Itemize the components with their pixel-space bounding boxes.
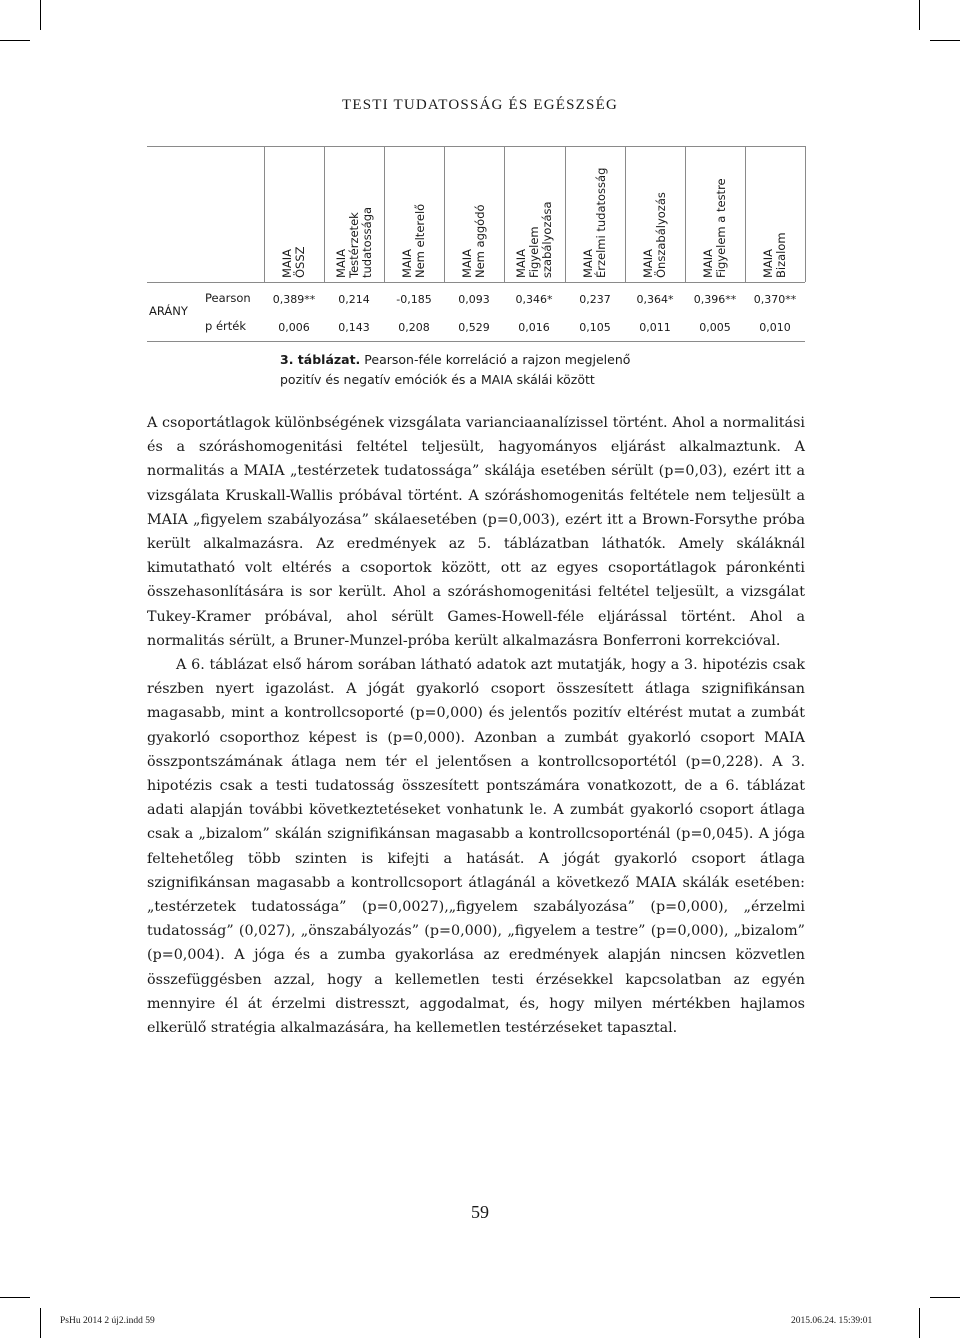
column-header-line: Érzelmi tudatosság [594, 167, 608, 278]
slug-date: 2015.06.24. 15:39:01 [791, 1316, 873, 1326]
table-caption [280, 350, 630, 390]
column-header-line: Önszabályozás [654, 192, 668, 278]
column-header-line: Figyelem a testre [714, 178, 728, 278]
column-header-line: MAIA [513, 248, 528, 278]
running-head: TESTI TUDATOSSÁG ÉS EGÉSZSÉG [342, 97, 618, 113]
row-group-label: ARÁNY [149, 304, 188, 318]
table-cell: 0,006 [278, 321, 310, 334]
column-header-line: ÖSSZ [293, 246, 307, 278]
column-header-line: MAIA [400, 248, 414, 278]
caption-label: 3. táblázat. [280, 352, 361, 367]
table-cell: 0,237 [579, 293, 611, 306]
crop-mark [930, 1297, 960, 1298]
column-header [444, 150, 504, 282]
column-header [565, 150, 625, 282]
table-cell: 0,370** [753, 293, 797, 306]
column-header [685, 150, 745, 282]
row-label-pearson: Pearson [205, 291, 251, 305]
table-cell: 0,005 [699, 321, 731, 334]
crop-mark [930, 40, 960, 41]
column-header [324, 150, 384, 282]
page-number: 59 [471, 1202, 489, 1222]
crop-mark [919, 1308, 920, 1338]
crop-mark [40, 1308, 41, 1338]
crop-mark [0, 40, 30, 41]
column-header-line: tudatossága [359, 206, 374, 278]
caption-line-1: Pearson-féle korreláció a rajzon megjelenő [360, 352, 631, 367]
column-header [504, 150, 564, 282]
column-divider [805, 146, 806, 282]
column-header-line: MAIA [460, 248, 474, 278]
paragraph-2: A 6. táblázat első három sorában látható adatok azt mutatják, hogy a 3. hipotézis csak részben nyert igazolást. A jógát gyakorló csoport összesített átlaga szignifikánsan magasabb, mint a kontrollcsoporté (p=0,000) és jelentős pozitív eltérést mutat a zumbát gyakorló csoporthoz képest is (p=0,000). Azonban a zumbát gyakorló csoport MAIA összpontszámának átlaga nem tér el jelentősen a kontrollcsoportétól (p=0,228). A 3. hipotézis csak a testi tudatosság összesített pontszámára vonatkozott, de a 6. táblázat adati alapján további következtetéseket vonhatunk le. A zumbát gyakorló csoport átlaga csak a „bizalom” skálán szignifikánsan magasabb a kontrollcsoporténál (p=0,045). A jóga feltehetőleg több szinten is kifejti a hatását. A jógát gyakorló csoport átlaga szignifikánsan magasabb a kontrollcsoport átlagánál a következő MAIA skálák esetében:„testérzetek tudatossága” (p=0,0027),„figyelem szabályozása” (p=0,000), „érzelmi tudatosság” (0,027), „önszabályozás” (p=0,000), „figyelem a testre” (p=0,000), „bizalom” (p=0,004). A jóga és a zumba gyakorlása az eredmények alapján nincsen közvetlen összefüggésben azzal, hogy a kellemetlen testi érzésekkel kapcsolatban az egyén mennyire él át érzelmi distresszt, aggodalmat, és, hogy milyen mértékben hajlamos elkerülő stratégia alkalmazására, ha kellemetlen testérzéseket tapasztal. [147, 657, 805, 1037]
column-header-line: MAIA [581, 248, 595, 278]
column-header-line: MAIA [333, 248, 348, 278]
table-cell: 0,389** [272, 293, 316, 306]
column-header-line: Bizalom [774, 232, 788, 278]
table-cell: 0,396** [693, 293, 737, 306]
table-cell: 0,208 [398, 321, 430, 334]
column-header-line: MAIA [280, 248, 294, 278]
column-header-line: MAIA [761, 248, 775, 278]
table-cell: 0,016 [518, 321, 550, 334]
column-header-line: Nem elterelő [413, 203, 427, 278]
row-label-p-value: p érték [205, 319, 247, 333]
crop-mark [40, 0, 41, 30]
table-cell: 0,011 [639, 321, 671, 334]
column-header [625, 150, 685, 282]
table-cell: 0,364* [636, 293, 674, 306]
column-header-line: MAIA [701, 248, 715, 278]
slug-file: PsHu 2014 2 új2.indd 59 [60, 1316, 155, 1326]
table-cell: 0,214 [338, 293, 370, 306]
body-text [147, 411, 805, 1040]
paragraph-1: A csoportátlagok különbségének vizsgálata varianciaanalízissel történt. Ahol a normalitási és a szóráshomogenitási feltétel teljesült, hagyományos eljárást alkalmaztunk. A normalitás a MAIA „testérzetek tudatossága” skálája esetében sérült (p=0,03), ezért itt a vizsgálata Kruskall-Wallis próbával történt. A szóráshomogenitás feltétele nem teljesült a MAIA „figyelem szabályozása” skálaesetében (p=0,003), ezért itt a Brown-Forsythe próba került alkalmazásra. Az eredmények az 5. táblázatban láthatók. Amely skáláknál kimutatható volt eltérés a csoportok között, ott az egyes csoportátlagok páronkénti összehasonlítására is sor került. Ahol a szóráshomogenitási feltétel teljesült, a vizsgálat Tukey-Kramer próbával, ahol sérült Games-Howell-féle eljárással történt. Ahol a normalitás sérült, a Bruner-Munzel-próba került alkalmazásra Bonferroni korrekcióval. [147, 415, 805, 649]
table-cell: -0,185 [396, 293, 432, 306]
table-cell: 0,529 [458, 321, 490, 334]
table-cell: 0,143 [338, 321, 370, 334]
crop-mark [919, 0, 920, 30]
table-cell: 0,010 [759, 321, 791, 334]
column-header-line: Nem aggódó [473, 204, 487, 278]
column-header-line: MAIA [641, 248, 655, 278]
column-header [384, 150, 444, 282]
column-header [745, 150, 805, 282]
column-header-line: szabályozása [539, 201, 554, 278]
table-cell: 0,105 [579, 321, 611, 334]
column-header-line: Testérzetek [346, 212, 361, 278]
crop-mark [0, 1297, 30, 1298]
caption-line-2: pozitív és negatív emóciók és a MAIA skálái között [280, 372, 595, 387]
column-header [264, 150, 324, 282]
correlation-table [147, 146, 805, 342]
table-cell: 0,346* [515, 293, 553, 306]
column-header-line: Figyelem [526, 226, 541, 278]
table-cell: 0,093 [458, 293, 490, 306]
